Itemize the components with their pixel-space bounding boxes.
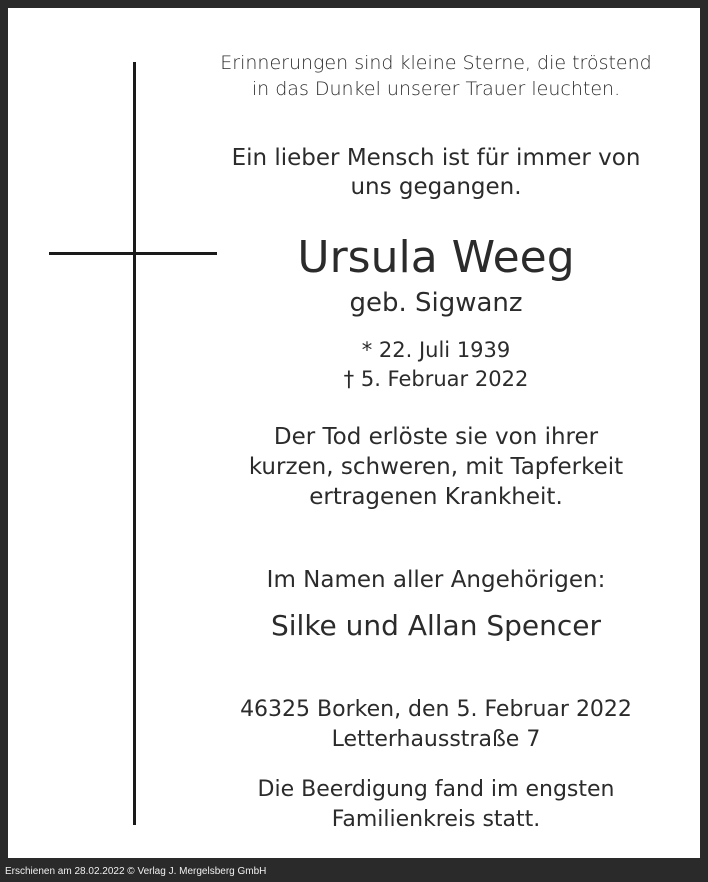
funeral-line: Familienkreis statt. [331,807,541,832]
message-line: ertragenen Krankheit. [309,484,563,510]
intro-text [186,144,686,202]
place-date: 46325 Borken, den 5. Februar 2022 [240,697,632,722]
obituary-card [8,8,700,858]
street-address: Letterhausstraße 7 [331,727,541,752]
obituary-message [186,422,686,512]
family-names: Silke und Allan Spencer [270,609,601,642]
message-line: kurzen, schweren, mit Tapferkeit [248,454,624,480]
memorial-quote [186,50,686,102]
funeral-note [186,775,686,835]
publication-footer: Erschienen am 28.02.2022 © Verlag J. Mergelsberg GmbH [5,866,267,877]
message-line: Der Tod erlöste sie von ihrer [273,424,599,450]
intro-line: Ein lieber Mensch ist für immer von [231,145,641,171]
birth-date: * 22. Juli 1939 [361,338,511,362]
quote-line: Erinnerungen sind kleine Sterne, die tröstend [220,52,652,74]
maiden-name: geb. Sigwanz [349,288,523,318]
deceased-name: Ursula Weeg [297,232,575,283]
funeral-line: Die Beerdigung fand im engsten [257,777,615,802]
quote-line: in das Dunkel unserer Trauer leuchten. [251,78,621,100]
death-date: † 5. Februar 2022 [343,367,529,391]
on-behalf-text: Im Namen aller Angehörigen: [266,567,606,593]
intro-line: uns gegangen. [350,174,522,200]
life-dates [186,336,686,394]
place-and-address [186,695,686,755]
cross-vertical-bar [133,62,136,825]
